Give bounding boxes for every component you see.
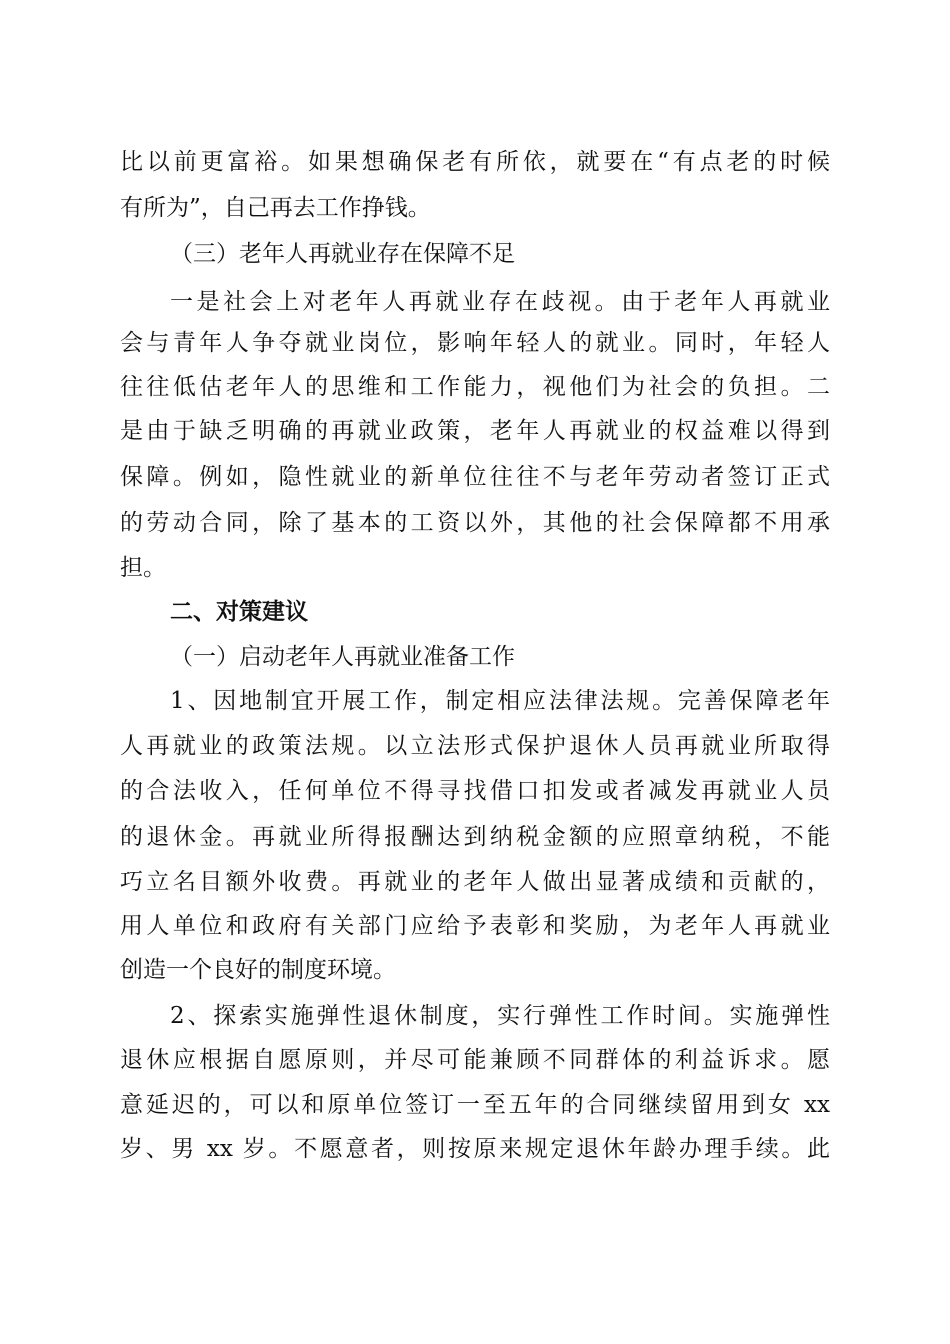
text-line: 的合法收入，任何单位不得寻找借口扣发或者减发再就业人员 xyxy=(120,778,830,804)
text-line: 是由于缺乏明确的再就业政策，老年人再就业的权益难以得到 xyxy=(120,418,830,444)
text-line: 退休应根据自愿原则，并尽可能兼顾不同群体的利益诉求。愿 xyxy=(120,1047,830,1073)
text-line: 巧立名目额外收费。再就业的老年人做出显著成绩和贡献的， xyxy=(120,869,830,895)
text-line: 2、探索实施弹性退休制度，实行弹性工作时间。实施弹性 xyxy=(170,1003,830,1029)
text-line: 岁、男 xx 岁。不愿意者，则按原来规定退休年龄办理手续。此 xyxy=(120,1136,830,1162)
text-line: 会与青年人争夺就业岗位，影响年轻人的就业。同时，年轻人 xyxy=(120,330,830,356)
text-line: 保障。例如，隐性就业的新单位往往不与老年劳动者签订正式 xyxy=(120,464,830,490)
text-line: 比以前更富裕。如果想确保老有所依，就要在“有点老的时候 xyxy=(120,149,830,175)
text-line: 担。 xyxy=(120,555,166,581)
text-line: 用人单位和政府有关部门应给予表彰和奖励，为老年人再就业 xyxy=(120,913,830,939)
text-line: 有所为”，自己再去工作挣钱。 xyxy=(120,195,431,221)
text-line: 创造一个良好的制度环境。 xyxy=(120,957,396,983)
text-line: 一是社会上对老年人再就业存在歧视。由于老年人再就业 xyxy=(170,289,830,315)
section-heading: （一）启动老年人再就业准备工作 xyxy=(170,644,515,670)
text-line: 往往低估老年人的思维和工作能力，视他们为社会的负担。二 xyxy=(120,374,830,400)
text-line: 意延迟的，可以和原单位签订一至五年的合同继续留用到女 xx xyxy=(120,1092,830,1118)
part-heading: 二、对策建议 xyxy=(170,599,308,625)
text-line: 的退休金。再就业所得报酬达到纳税金额的应照章纳税，不能 xyxy=(120,824,830,850)
text-line: 人再就业的政策法规。以立法形式保护退休人员再就业所取得 xyxy=(120,733,830,759)
text-line: 1、因地制宜开展工作，制定相应法律法规。完善保障老年 xyxy=(170,688,830,714)
text-line: 的劳动合同，除了基本的工资以外，其他的社会保障都不用承 xyxy=(120,510,830,536)
section-heading: （三）老年人再就业存在保障不足 xyxy=(170,241,515,267)
